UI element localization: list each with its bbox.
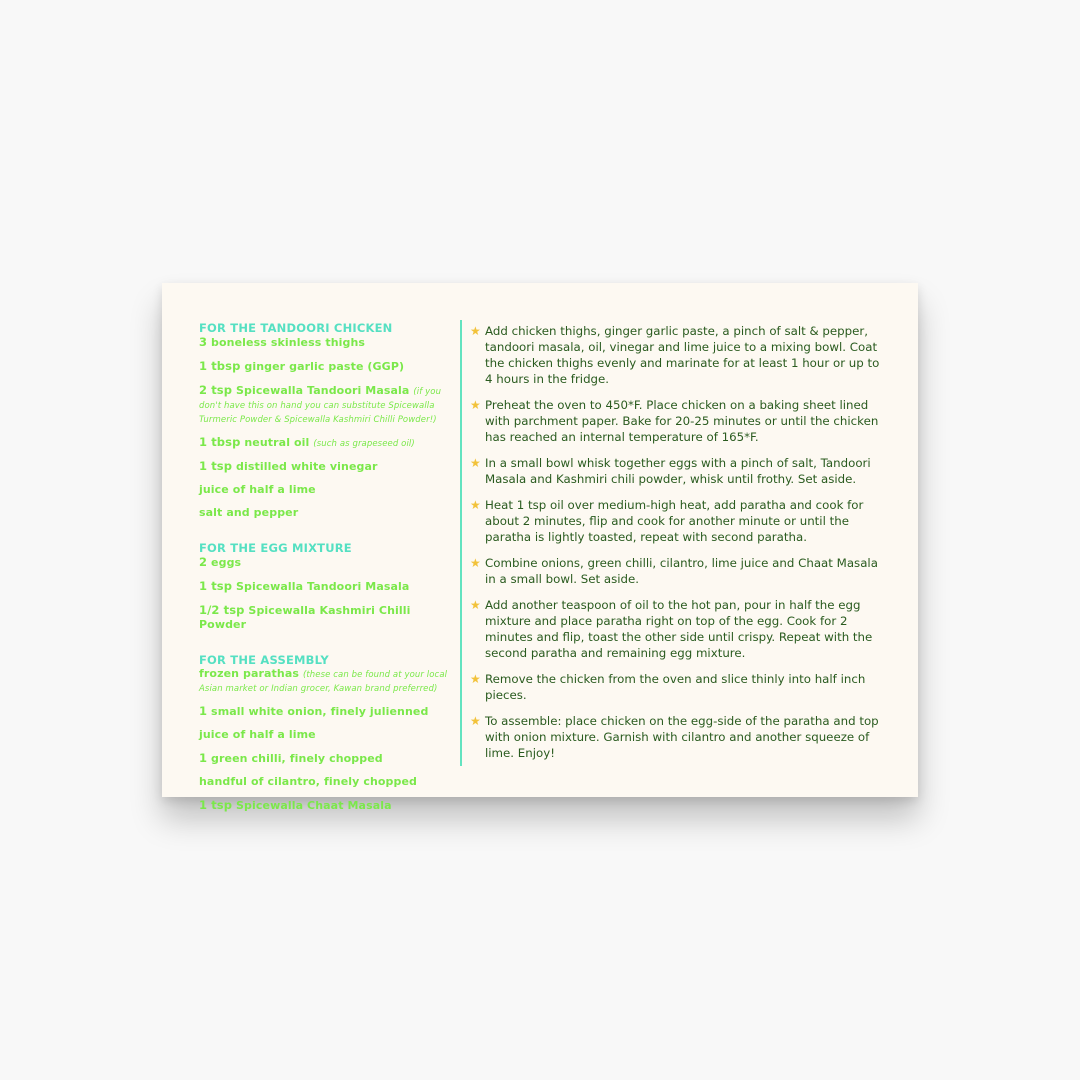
star-icon: ★	[470, 714, 481, 728]
ingredients-column	[199, 321, 459, 822]
ingredient-item: 1 tbsp neutral oil (such as grapeseed oil)	[199, 435, 415, 449]
section-tandoori-chicken	[199, 321, 459, 520]
star-icon: ★	[470, 672, 481, 686]
step-item: ★ Add chicken thighs, ginger garlic paste, a pinch of salt & pepper, tandoori masala, oil, vinegar and lime juice to a mixing bowl. Coat the chicken thighs evenly and marinate for at least 1 hour or up to 4 hours in the fridge.	[470, 324, 880, 386]
star-icon: ★	[470, 598, 481, 612]
ingredient-item: 1 tsp distilled white vinegar	[199, 459, 378, 473]
ingredient-note: (these can be found at your local Asian market or Indian grocer, Kawan brand preferred)	[199, 670, 448, 694]
section-heading: FOR THE ASSEMBLY	[199, 653, 329, 667]
step-item: ★ To assemble: place chicken on the egg-side of the paratha and top with onion mixture. Garnish with cilantro and another squeeze of lime. Enjoy!	[470, 714, 879, 760]
recipe-card	[162, 283, 918, 812]
star-icon: ★	[470, 398, 481, 412]
star-icon: ★	[470, 498, 481, 512]
ingredient-item: 2 eggs	[199, 555, 242, 569]
section-egg-mixture	[199, 541, 459, 632]
ingredient-item: 1 tsp Spicewalla Tandoori Masala	[199, 579, 410, 593]
section-heading: FOR THE TANDOORI CHICKEN	[199, 321, 393, 335]
ingredient-note: (such as grapeseed oil)	[313, 439, 415, 449]
step-item: ★ Add another teaspoon of oil to the hot pan, pour in half the egg mixture and place paratha right on top of the egg. Cook for 2 minutes and flip, toast the other side until crispy. Repeat with the second paratha and remaining egg mixture.	[470, 598, 873, 660]
steps-column	[470, 323, 890, 771]
section-assembly	[199, 653, 459, 813]
ingredient-item: 1/2 tsp Spicewalla Kashmiri Chilli Powder	[199, 603, 411, 631]
column-divider	[460, 320, 462, 766]
section-heading: FOR THE EGG MIXTURE	[199, 541, 352, 555]
ingredient-item: frozen parathas (these can be found at your local Asian market or Indian grocer, Kawan brand preferred)	[199, 667, 448, 694]
ingredient-item: salt and pepper	[199, 506, 299, 519]
ingredient-item: juice of half a lime	[199, 483, 316, 496]
ingredient-item: 3 boneless skinless thighs	[199, 335, 366, 349]
ingredient-item: 1 green chilli, finely chopped	[199, 751, 383, 765]
step-item: ★ Remove the chicken from the oven and slice thinly into half inch pieces.	[470, 672, 866, 702]
star-icon: ★	[470, 556, 481, 570]
star-icon: ★	[470, 456, 481, 470]
ingredient-item: 2 tsp Spicewalla Tandoori Masala (if you don't have this on hand you can substitute Spicewalla Turmeric Powder & Spicewalla Kashmiri Chilli Powder!)	[199, 383, 442, 425]
star-icon: ★	[470, 324, 481, 338]
step-item: ★ In a small bowl whisk together eggs with a pinch of salt, Tandoori Masala and Kashmiri chili powder, whisk until frothy. Set aside.	[470, 456, 871, 486]
ingredient-item: 1 tbsp ginger garlic paste (GGP)	[199, 359, 405, 373]
step-item: ★ Combine onions, green chilli, cilantro, lime juice and Chaat Masala in a small bowl. Set aside.	[470, 556, 878, 586]
ingredient-item: 1 tsp Spicewalla Chaat Masala	[199, 798, 392, 812]
ingredient-note: (if you don't have this on hand you can substitute Spicewalla Turmeric Powder & Spicewalla Kashmiri Chilli Powder!)	[199, 387, 442, 425]
ingredient-item: juice of half a lime	[199, 728, 316, 741]
ingredient-item: handful of cilantro, finely chopped	[199, 775, 418, 788]
step-item: ★ Heat 1 tsp oil over medium-high heat, add paratha and cook for about 2 minutes, flip and cook for another minute or until the paratha is lightly toasted, repeat with second paratha.	[470, 498, 864, 544]
step-item: ★ Preheat the oven to 450*F. Place chicken on a baking sheet lined with parchment paper. Bake for 20-25 minutes or until the chicken has reached an internal temperature of 165*F.	[470, 398, 879, 444]
ingredient-item: 1 small white onion, finely julienned	[199, 704, 429, 718]
